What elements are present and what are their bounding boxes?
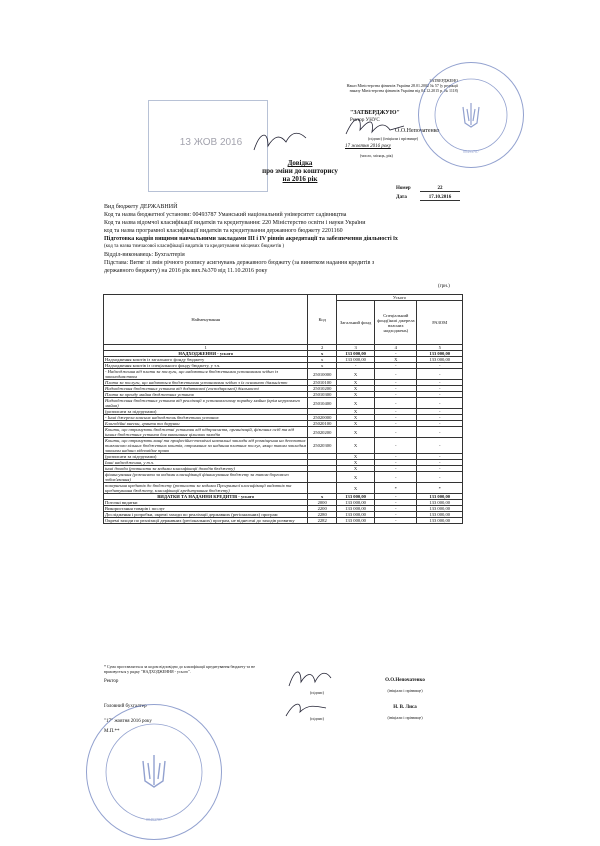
row-general-cell: 133 000,00 — [336, 351, 374, 357]
rector-name-hint: (ініціали і прізвище) — [387, 688, 423, 693]
row-general-cell: 133 000,00 — [336, 494, 374, 500]
row-general-cell: Х — [336, 460, 374, 466]
table-row — [104, 438, 463, 454]
rector-label: Ректор — [104, 679, 119, 684]
row-name-cell: Плата за оренду майна бюджетних установ — [104, 392, 308, 398]
row-general-cell: - — [336, 363, 374, 369]
row-code-cell: 25010100 — [308, 380, 337, 386]
row-special-cell: - — [375, 392, 417, 398]
row-special-cell: * — [375, 483, 417, 494]
approval-date: 17 жовтня 2016 року — [345, 144, 391, 149]
stamp-signature — [250, 126, 310, 156]
row-name-cell: Інші надходження, у т.ч. — [104, 460, 308, 466]
row-sum-cell: - — [417, 415, 463, 421]
accountant-name: Н. В. Лиса — [393, 705, 417, 710]
row-general-cell: 133 000,00 — [336, 357, 374, 363]
accountant-name-hint: (ініціали і прізвище) — [387, 715, 423, 720]
row-sum-cell: - — [417, 409, 463, 415]
col-name-header: Найменування — [104, 295, 308, 345]
row-name-cell: фінансування (розписати за кодами класифікації фінансування бюджету за типом боргового зобов'язання) — [104, 472, 308, 483]
row-name-cell: Надходження бюджетних установ від реалізації в установленому порядку майна (крім нерухомого майна) — [104, 398, 308, 409]
approval-line1: ЗАТВЕРДЖЕНО — [429, 78, 458, 83]
table-row — [104, 369, 463, 380]
row-general-cell: Х — [336, 398, 374, 409]
header-institution: Код та назва бюджетної установи: 00493787 Уманський національний університет садівництва — [104, 212, 347, 218]
row-code-cell — [308, 483, 337, 494]
row-code-cell: 25020100 — [308, 421, 337, 427]
approval-line2: Наказ Міністерства фінансів України 28.01.2002 № 57 (у редакції — [346, 83, 458, 88]
stamp-code: 00493787 — [463, 149, 479, 154]
table-row — [104, 518, 463, 524]
row-special-cell: - — [375, 363, 417, 369]
row-special-cell: - — [375, 351, 417, 357]
table-row — [104, 398, 463, 409]
row-code-cell: 25010000 — [308, 369, 337, 380]
row-name-cell: Окремі заходи по реалізації державних (регіональних) програм, не віднесені до заходів розвитку — [104, 518, 308, 524]
row-sum-cell: 133 000,00 — [417, 506, 463, 512]
row-sum-cell: - — [417, 427, 463, 438]
row-name-cell: НАДХОДЖЕННЯ - усього — [104, 351, 308, 357]
header-program-code: код та назва програмної класифікації видатків та кредитування державного бюджету 2201160 — [104, 228, 343, 234]
row-special-cell: - — [375, 518, 417, 524]
row-special-cell: - — [375, 427, 417, 438]
row-code-cell: х — [308, 363, 337, 369]
row-name-cell: інші доходи (розписати за кодами класифікації доходів бюджету) — [104, 466, 308, 472]
row-code-cell: 2200 — [308, 506, 337, 512]
row-name-cell: Надходження бюджетних установ від додаткової (господарської) діяльності — [104, 386, 308, 392]
row-special-cell: - — [375, 438, 417, 454]
row-general-cell: Х — [336, 483, 374, 494]
col-general-header: Загальний фонд — [336, 301, 374, 345]
organization-stamp — [418, 62, 524, 168]
approval-date-hint: (число, місяць, рік) — [360, 153, 393, 158]
rector-name: О.О.Непочатенко — [385, 678, 425, 683]
row-special-cell: - — [375, 386, 417, 392]
row-special-cell: - — [375, 500, 417, 506]
table-body — [104, 351, 463, 524]
row-code-cell: 25010300 — [308, 392, 337, 398]
row-special-cell: - — [375, 454, 417, 460]
row-sum-cell: 133 000,00 — [417, 518, 463, 524]
row-name-cell: Благодійні внески, гранти та дарунки — [104, 421, 308, 427]
row-sum-cell: - — [417, 421, 463, 427]
row-code-cell: 25010400 — [308, 398, 337, 409]
row-sum-cell: 133 000,00 — [417, 500, 463, 506]
row-sum-cell: 133 000,00 — [417, 357, 463, 363]
row-sum-cell: - — [417, 438, 463, 454]
row-special-cell: - — [375, 466, 417, 472]
table-row — [104, 472, 463, 483]
row-general-cell: 133 000,00 — [336, 512, 374, 518]
row-general-cell: Х — [336, 386, 374, 392]
row-code-cell — [308, 472, 337, 483]
row-name-cell: Плата за послуги, що надаються бюджетними установами згідно з їх основною діяльністю — [104, 380, 308, 386]
row-special-cell: - — [375, 472, 417, 483]
approval-line3: наказу Міністерства фінансів України від 04.12.2015 р. № 1118) — [349, 88, 458, 93]
row-sum-cell: - — [417, 369, 463, 380]
approval-name: О.О.Непочатенко — [395, 128, 440, 134]
accountant-signature — [282, 696, 332, 720]
approval-sign-hint: (підпис) (ініціали і прізвище) — [368, 136, 419, 141]
header-basis: Підстава: Витяг зі змін річного розпису асигнувань державного бюджету (за винятком надання кредитів з — [104, 260, 375, 266]
row-sum-cell: - — [417, 460, 463, 466]
table-row — [104, 483, 463, 494]
row-general-cell: Х — [336, 415, 374, 421]
bottom-stamp-code: 00493787 — [146, 817, 162, 822]
row-general-cell: Х — [336, 438, 374, 454]
row-special-cell: - — [375, 494, 417, 500]
row-code-cell: 2280 — [308, 512, 337, 518]
row-sum-cell: - — [417, 380, 463, 386]
row-general-cell: 133 000,00 — [336, 518, 374, 524]
row-special-cell: - — [375, 409, 417, 415]
row-special-cell: Х — [375, 357, 417, 363]
row-general-cell: Х — [336, 369, 374, 380]
row-name-cell: (розписати за підгрупами) — [104, 409, 308, 415]
col-num: 2 — [308, 345, 337, 351]
col-num: 1 — [104, 345, 308, 351]
row-name-cell: повернення кредитів до бюджету (розписати за кодами Програмної класифікації видатків та кредитування бюджету, класифікації кредитування бюджету) — [104, 483, 308, 494]
col-code-header: Код — [308, 295, 337, 345]
row-name-cell: (розписати за підгрупами) — [104, 454, 308, 460]
approval-position: Ректор УНУС — [350, 118, 380, 123]
row-general-cell: Х — [336, 466, 374, 472]
row-general-cell: Х — [336, 392, 374, 398]
date-label: Дата — [396, 195, 407, 200]
header-executor: Відділ-виконавець: Бухгалтерія — [104, 252, 185, 258]
row-sum-cell: - — [417, 454, 463, 460]
row-sum-cell: - — [417, 386, 463, 392]
table-row — [104, 427, 463, 438]
col-num: 3 — [336, 345, 374, 351]
row-code-cell: х — [308, 357, 337, 363]
row-code-cell: х — [308, 351, 337, 357]
rector-sign-hint: (підпис) — [310, 690, 325, 695]
signature-date: "17" жовтня 2016 року — [104, 719, 152, 724]
row-general-cell: Х — [336, 454, 374, 460]
row-special-cell: - — [375, 460, 417, 466]
budget-table — [103, 294, 463, 524]
row-general-cell: Х — [336, 427, 374, 438]
row-general-cell: Х — [336, 409, 374, 415]
row-name-cell: Надходження коштів із спеціального фонду бюджету, у т.ч. — [104, 363, 308, 369]
row-general-cell: Х — [336, 472, 374, 483]
row-sum-cell: 133 000,00 — [417, 512, 463, 518]
row-name-cell: Кошти, що отримують бюджетні установи від підприємств, організацій, фізичних осіб та від інших бюджетних установ для виконання цільових заходів — [104, 427, 308, 438]
footnote-line1: * Сума проставляється за кодом відповідно до класифікації кредитування бюджету та не — [104, 664, 255, 669]
row-code-cell: 25010200 — [308, 386, 337, 392]
number-value: 22 — [420, 186, 460, 192]
title-line2: про зміни до кошторису — [262, 167, 338, 175]
row-general-cell: 133 000,00 — [336, 506, 374, 512]
title-line1: Довідка — [287, 159, 313, 167]
row-sum-cell: - — [417, 363, 463, 369]
row-sum-cell: 133 000,00 — [417, 494, 463, 500]
row-general-cell: Х — [336, 421, 374, 427]
row-general-cell: 133 000,00 — [336, 500, 374, 506]
row-name-cell: - Інші джерела власних надходжень бюджетних установ — [104, 415, 308, 421]
date-value: 17.10.2016 — [420, 195, 460, 201]
rector-signature — [285, 664, 335, 690]
row-special-cell: - — [375, 398, 417, 409]
col-num: 4 — [375, 345, 417, 351]
row-name-cell: Дослідження і розробки, окремі заходи по реалізації державних (регіональних) програм — [104, 512, 308, 518]
row-special-cell: - — [375, 369, 417, 380]
row-name-cell: ВИДАТКИ ТА НАДАННЯ КРЕДИТІВ - усього — [104, 494, 308, 500]
title-line3: на 2016 рік — [282, 175, 318, 183]
row-name-cell: Кошти, що отримують вищі та професійно-технічні навчальні заклади від розміщення на депозитах тимчасово вільних бюджетних коштів, отриманих за надання платних послуг, якщо таким закладам законом надано відповідне право — [105, 438, 307, 453]
header-program-name: Підготовка кадрів вищими навчальними закладами ІІІ і IV рівнів акредитації та забезпечення діяльності їх — [104, 236, 398, 242]
header-budget-type: Вид бюджету ДЕРЖАВНИЙ — [104, 204, 178, 210]
col-sum-header: РАЗОМ — [417, 301, 463, 345]
row-code-cell: 25020000 — [308, 415, 337, 421]
row-general-cell: Х — [336, 380, 374, 386]
row-sum-cell: - — [417, 398, 463, 409]
row-sum-cell: 133 000,00 — [417, 351, 463, 357]
row-code-cell: х — [308, 494, 337, 500]
accountant-sign-hint: (підпис) — [310, 716, 325, 721]
col-special-header: Спеціальний фонд(інші джерела власних надходжень) — [375, 301, 417, 345]
header-basis-cont: державного бюджету) на 2016 рік вих.№370 від 11.10.2016 року — [104, 268, 268, 274]
col-num: 5 — [417, 345, 463, 351]
document-header — [104, 203, 464, 275]
row-code-cell: 2000 — [308, 500, 337, 506]
footnote-line2: враховується у рядку "НАДХОДЖЕННЯ - усього". — [104, 669, 191, 674]
row-sum-cell: - — [417, 392, 463, 398]
row-sum-cell: - — [417, 472, 463, 483]
row-special-cell: - — [375, 512, 417, 518]
accountant-label: Головний бухгалтер — [104, 704, 147, 709]
row-sum-cell: - — [417, 466, 463, 472]
rector-signature-top — [340, 112, 410, 142]
number-label: Номер — [396, 186, 411, 191]
row-name-cell: Використання товарів і послуг — [104, 506, 308, 512]
row-special-cell: - — [375, 380, 417, 386]
header-local-code: (код та назва тимчасової класифікації видатків та кредитування місцевих бюджетів ) — [104, 244, 285, 249]
document-title — [200, 159, 400, 183]
seal-place: М.П.** — [104, 729, 120, 734]
col-total-header: Усього — [336, 295, 462, 301]
row-code-cell: 25020200 — [308, 427, 337, 438]
row-name-cell: - Надходження від плати за послуги, що надаються бюджетними установами згідно із законодавством — [104, 369, 308, 380]
row-code-cell: 25020300 — [308, 438, 337, 454]
bottom-organization-stamp — [86, 704, 222, 840]
row-code-cell: 2282 — [308, 518, 337, 524]
row-sum-cell: * — [417, 483, 463, 494]
row-special-cell: - — [375, 415, 417, 421]
row-special-cell: - — [375, 421, 417, 427]
row-special-cell: - — [375, 506, 417, 512]
row-name-cell: Поточні видатки — [104, 500, 308, 506]
approval-title: "ЗАТВЕРДЖУЮ" — [350, 110, 400, 116]
header-department-code: Код та назва відомчої класифікації видатків та кредитування: 220 Міністерство освіти і науки України — [104, 220, 366, 226]
row-name-cell: Надходження коштів із загального фонду бюджету — [104, 357, 308, 363]
stamp-date: 13 ЖОВ 2016 — [179, 137, 243, 148]
currency-note: (грн.) — [438, 284, 450, 289]
